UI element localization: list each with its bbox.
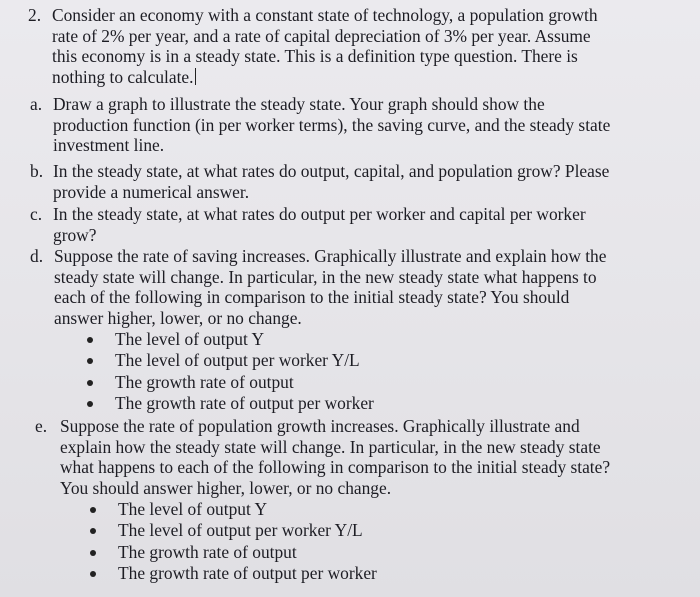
part-line: explain how the steady state will change. In particular, in the new steady state bbox=[60, 436, 601, 457]
part-line: You should answer higher, lower, or no change. bbox=[60, 477, 392, 498]
part-line: Suppose the rate of population growth increases. Graphically illustrate and bbox=[60, 416, 580, 436]
part-line: In the steady state, at what rates do output, capital, and population grow? Please bbox=[53, 161, 610, 181]
question-line: Consider an economy with a constant state of technology, a population growth bbox=[52, 5, 598, 25]
list-item: The growth rate of output bbox=[115, 372, 374, 393]
part-line: provide a numerical answer. bbox=[53, 181, 250, 202]
part-line: each of the following in comparison to the initial steady state? You should bbox=[54, 287, 570, 307]
part-line: production function (in per worker terms), the saving curve, and the steady state bbox=[53, 114, 611, 135]
text-cursor bbox=[195, 68, 197, 85]
part-letter: a. bbox=[30, 94, 43, 114]
list-item: The growth rate of output per worker bbox=[115, 393, 374, 414]
bullet-icon bbox=[90, 550, 96, 556]
part-line: what happens to each of the following in comparison to the initial steady state? bbox=[60, 457, 611, 477]
question-line: nothing to calculate. bbox=[52, 67, 598, 88]
bullet-list bbox=[115, 329, 374, 414]
bullet-icon bbox=[87, 358, 93, 364]
bullet-icon bbox=[90, 507, 96, 513]
list-item: The level of output per worker Y/L bbox=[115, 350, 374, 371]
question-line: rate of 2% per year, and a rate of capital depreciation of 3% per year. Assume bbox=[52, 25, 591, 46]
part-text bbox=[53, 161, 609, 202]
part-line: answer higher, lower, or no change. bbox=[54, 307, 302, 328]
question-line: this economy is in a steady state. This is a definition type question. There is bbox=[52, 46, 578, 66]
list-item: The level of output per worker Y/L bbox=[118, 520, 377, 541]
part-line: investment line. bbox=[53, 135, 165, 155]
part-line: grow? bbox=[53, 224, 97, 245]
part-text bbox=[54, 246, 606, 328]
list-item: The growth rate of output bbox=[118, 542, 377, 563]
list-item: The level of output Y bbox=[118, 499, 377, 520]
part-letter: b. bbox=[30, 161, 44, 181]
part-line: In the steady state, at what rates do output per worker and capital per worker bbox=[53, 204, 586, 224]
part-line: Suppose the rate of saving increases. Graphically illustrate and explain how the bbox=[54, 246, 607, 266]
list-item: The growth rate of output per worker bbox=[118, 563, 377, 584]
bullet-icon bbox=[87, 380, 93, 386]
question-text bbox=[52, 5, 598, 87]
part-letter: c. bbox=[30, 204, 43, 224]
part-line: Draw a graph to illustrate the steady state. Your graph should show the bbox=[53, 94, 545, 114]
bullet-icon bbox=[87, 337, 93, 343]
part-text bbox=[60, 416, 610, 498]
bullet-icon bbox=[87, 401, 93, 407]
part-text bbox=[53, 204, 586, 245]
bullet-icon bbox=[90, 528, 96, 534]
part-letter: e. bbox=[35, 416, 48, 436]
part-letter: d. bbox=[30, 246, 44, 266]
part-text bbox=[53, 94, 610, 156]
bullet-list bbox=[118, 499, 377, 584]
part-line: steady state will change. In particular, in the new steady state what happens to bbox=[54, 266, 597, 287]
list-item: The level of output Y bbox=[115, 329, 374, 350]
bullet-icon bbox=[90, 571, 96, 577]
question-number: 2. bbox=[28, 5, 42, 25]
